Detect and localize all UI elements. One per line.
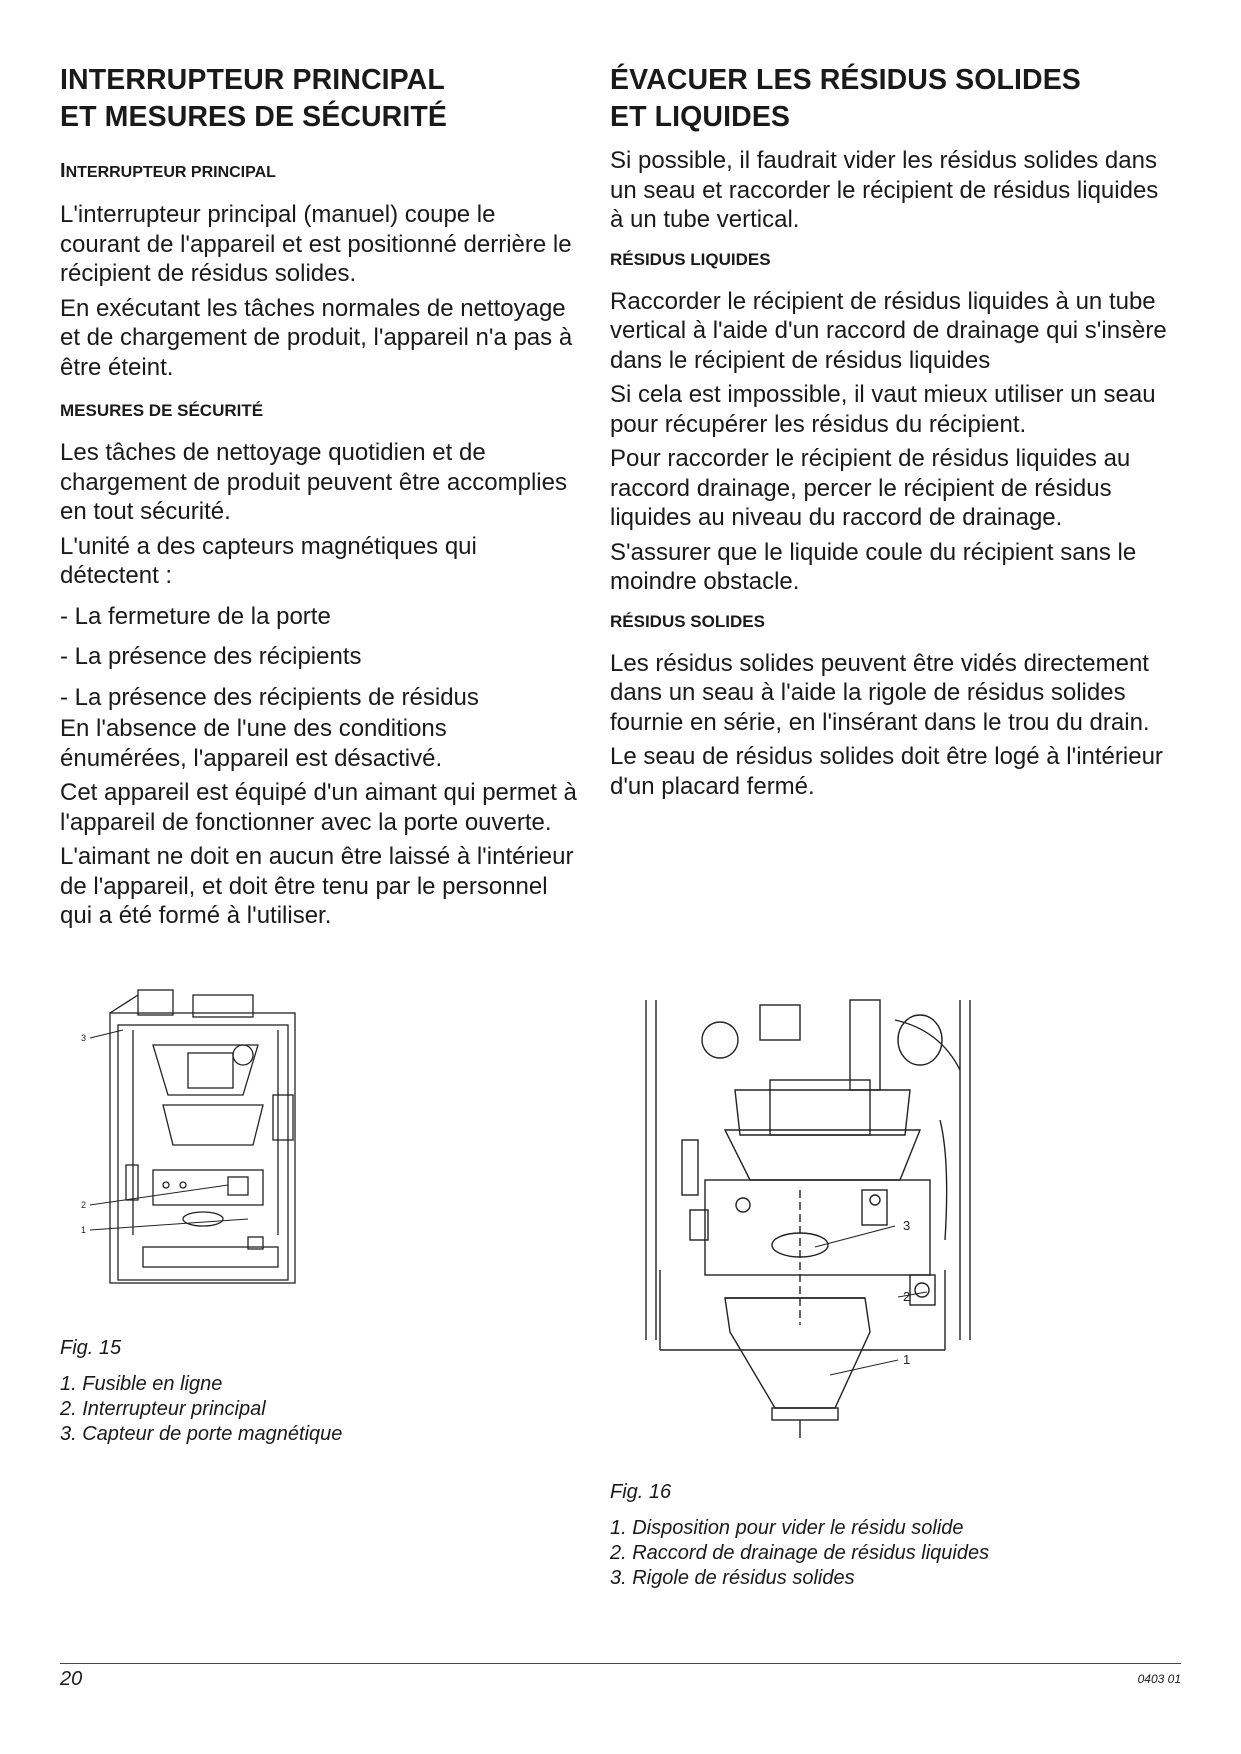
subheading-residus-solides: RÉSIDUS SOLIDES bbox=[610, 611, 765, 631]
fig16-callout-1: 1 bbox=[903, 1352, 911, 1367]
right-title-line1: ÉVACUER LES RÉSIDUS SOLIDES bbox=[610, 64, 1081, 96]
paragraph: L'unité a des capteurs magnétiques qui détectent : bbox=[60, 532, 477, 589]
paragraph: Pour raccorder le récipient de résidus liquides au raccord drainage, percer le récipient de résidus liquides au niveau du raccord de drainage. bbox=[610, 445, 1131, 531]
document-code: 0403 01 bbox=[1137, 1672, 1181, 1686]
legend-item: 3. Rigole de résidus solides bbox=[610, 1567, 855, 1589]
right-title-line2: ET LIQUIDES bbox=[610, 101, 791, 133]
legend-item: 2. Raccord de drainage de résidus liquides bbox=[610, 1542, 990, 1564]
legend-item: 1. Fusible en ligne bbox=[60, 1373, 223, 1395]
subheading-interrupteur: INTERRUPTEUR PRINCIPAL bbox=[60, 160, 276, 182]
legend-item: 2. Interrupteur principal bbox=[60, 1398, 266, 1420]
fig15-callout-2: 2 bbox=[81, 1200, 87, 1210]
left-section-title bbox=[60, 62, 580, 136]
legend-item: 1. Disposition pour vider le résidu solide bbox=[610, 1517, 964, 1539]
fig15-callout-3: 3 bbox=[81, 1033, 87, 1043]
legend-item: 3. Capteur de porte magnétique bbox=[60, 1423, 343, 1445]
paragraph: En exécutant les tâches normales de nettoyage et de chargement de produit, l'appareil n'a pas à être éteint. bbox=[60, 294, 573, 381]
list-item: - La fermeture de la porte bbox=[60, 602, 331, 630]
left-title-line1: INTERRUPTEUR PRINCIPAL bbox=[60, 64, 445, 96]
right-column bbox=[610, 62, 1170, 806]
fig15-machine-illustration bbox=[78, 985, 328, 1290]
paragraph: S'assurer que le liquide coule du récipient sans le moindre obstacle. bbox=[610, 538, 1137, 595]
fig15-callout-1: 1 bbox=[81, 1225, 87, 1235]
paragraph: Le seau de résidus solides doit être logé à l'intérieur d'un placard fermé. bbox=[610, 743, 1163, 800]
paragraph: Si possible, il faudrait vider les résidus solides dans un seau et raccorder le récipient de résidus liquides à un tube vertical. bbox=[610, 147, 1159, 233]
right-section-title bbox=[610, 62, 1170, 136]
fig16-caption: Fig. 16 bbox=[610, 1481, 672, 1503]
fig15-caption: Fig. 15 bbox=[60, 1337, 122, 1359]
paragraph: En l'absence de l'une des conditions énumérées, l'appareil est désactivé. bbox=[60, 715, 447, 772]
fig15-legend bbox=[60, 1372, 342, 1447]
fig16-legend bbox=[610, 1516, 989, 1591]
list-item: - La présence des récipients bbox=[60, 643, 362, 670]
paragraph: Si cela est impossible, il vaut mieux utiliser un seau pour récupérer les résidus du récipient. bbox=[610, 381, 1156, 438]
fig16-machine-illustration bbox=[640, 990, 1040, 1450]
left-title-line2: ET MESURES DE SÉCURITÉ bbox=[60, 101, 448, 133]
fig16-callout-2: 2 bbox=[903, 1289, 911, 1304]
subheading-mesures: MESURES DE SÉCURITÉ bbox=[60, 401, 264, 420]
fig16-callout-3: 3 bbox=[903, 1218, 911, 1233]
paragraph: Raccorder le récipient de résidus liquides à un tube vertical à l'aide d'un raccord de drainage qui s'insère dans le récipient de résidus liquides bbox=[610, 287, 1167, 374]
left-column bbox=[60, 62, 580, 936]
paragraph: Cet appareil est équipé d'un aimant qui permet à l'appareil de fonctionner avec la porte ouverte. bbox=[60, 779, 577, 836]
paragraph: Les tâches de nettoyage quotidien et de chargement de produit peuvent être accomplies en tout sécurité. bbox=[60, 439, 567, 525]
paragraph: L'aimant ne doit en aucun être laissé à l'intérieur de l'appareil, et doit être tenu par le personnel qui a été formé à l'utiliser. bbox=[60, 843, 574, 929]
list-item: - La présence des récipients de résidus bbox=[60, 683, 479, 711]
subheading-residus-liquides: RÉSIDUS LIQUIDES bbox=[610, 249, 771, 269]
paragraph: Les résidus solides peuvent être vidés directement dans un seau à l'aide la rigole de résidus solides fournie en série, en l'insérant dans le trou du drain. bbox=[610, 649, 1150, 736]
footer-divider bbox=[60, 1663, 1181, 1664]
paragraph: L'interrupteur principal (manuel) coupe le courant de l'appareil et est positionné derrière le récipient de résidus solides. bbox=[60, 201, 572, 287]
page-number: 20 bbox=[60, 1668, 83, 1690]
